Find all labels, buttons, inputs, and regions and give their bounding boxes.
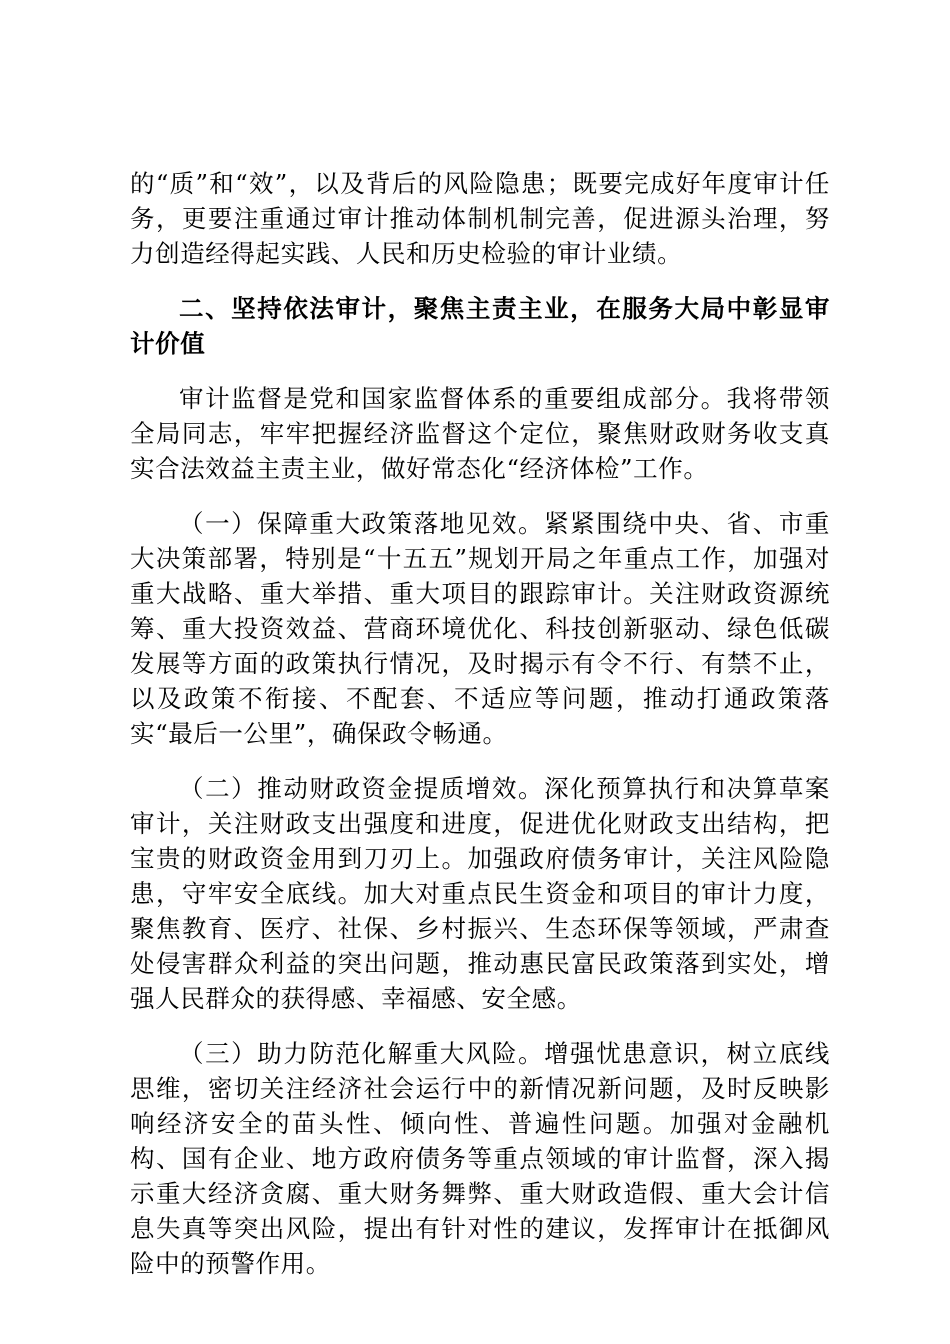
body-paragraph: 审计监督是党和国家监督体系的重要组成部分。我将带领全局同志，牢牢把握经济监督这个定位，聚焦财政财务收支真实合法效益主责主业，做好常态化“经济体检”工作。 [130,384,830,483]
body-paragraph: （二）推动财政资金提质增效。深化预算执行和决算草案审计，关注财政支出强度和进度，促进优化财政支出结构，把宝贵的财政资金用到刀刃上。加强政府债务审计，关注风险隐患，守牢安全底线。加大对重点民生资金和项目的审计力度，聚焦教育、医疗、社保、乡村振兴、生态环保等领域，严肃查处侵害群众利益的突出问题，推动惠民富民政策落到实处，增强人民群众的获得感、幸福感、安全感。 [130,774,830,1013]
section-heading: 二、坚持依法审计，聚焦主责主业，在服务大局中彰显审计价值 [130,294,830,358]
continuation-paragraph: 的“质”和“效”，以及背后的风险隐患；既要完成好年度审计任务，更要注重通过审计推动体制机制完善，促进源头治理，努力创造经得起实践、人民和历史检验的审计业绩。 [130,169,830,268]
body-paragraph: （一）保障重大政策落地见效。紧紧围绕中央、省、市重大决策部署，特别是“十五五”规划开局之年重点工作，加强对重大战略、重大举措、重大项目的跟踪审计。关注财政资源统筹、重大投资效益、营商环境优化、科技创新驱动、绿色低碳发展等方面的政策执行情况，及时揭示有令不行、有禁不止，以及政策不衔接、不配套、不适应等问题，推动打通政策落实“最后一公里”，确保政令畅通。 [130,509,830,748]
body-paragraph: （三）助力防范化解重大风险。增强忧患意识，树立底线思维，密切关注经济社会运行中的新情况新问题，及时反映影响经济安全的苗头性、倾向性、普遍性问题。加强对金融机构、国有企业、地方政府债务等重点领域的审计监督，深入揭示重大经济贪腐、重大财务舞弊、重大财政造假、重大会计信息失真等突出风险，提出有针对性的建议，发挥审计在抵御风险中的预警作用。 [130,1039,830,1278]
document-page [130,166,830,1281]
